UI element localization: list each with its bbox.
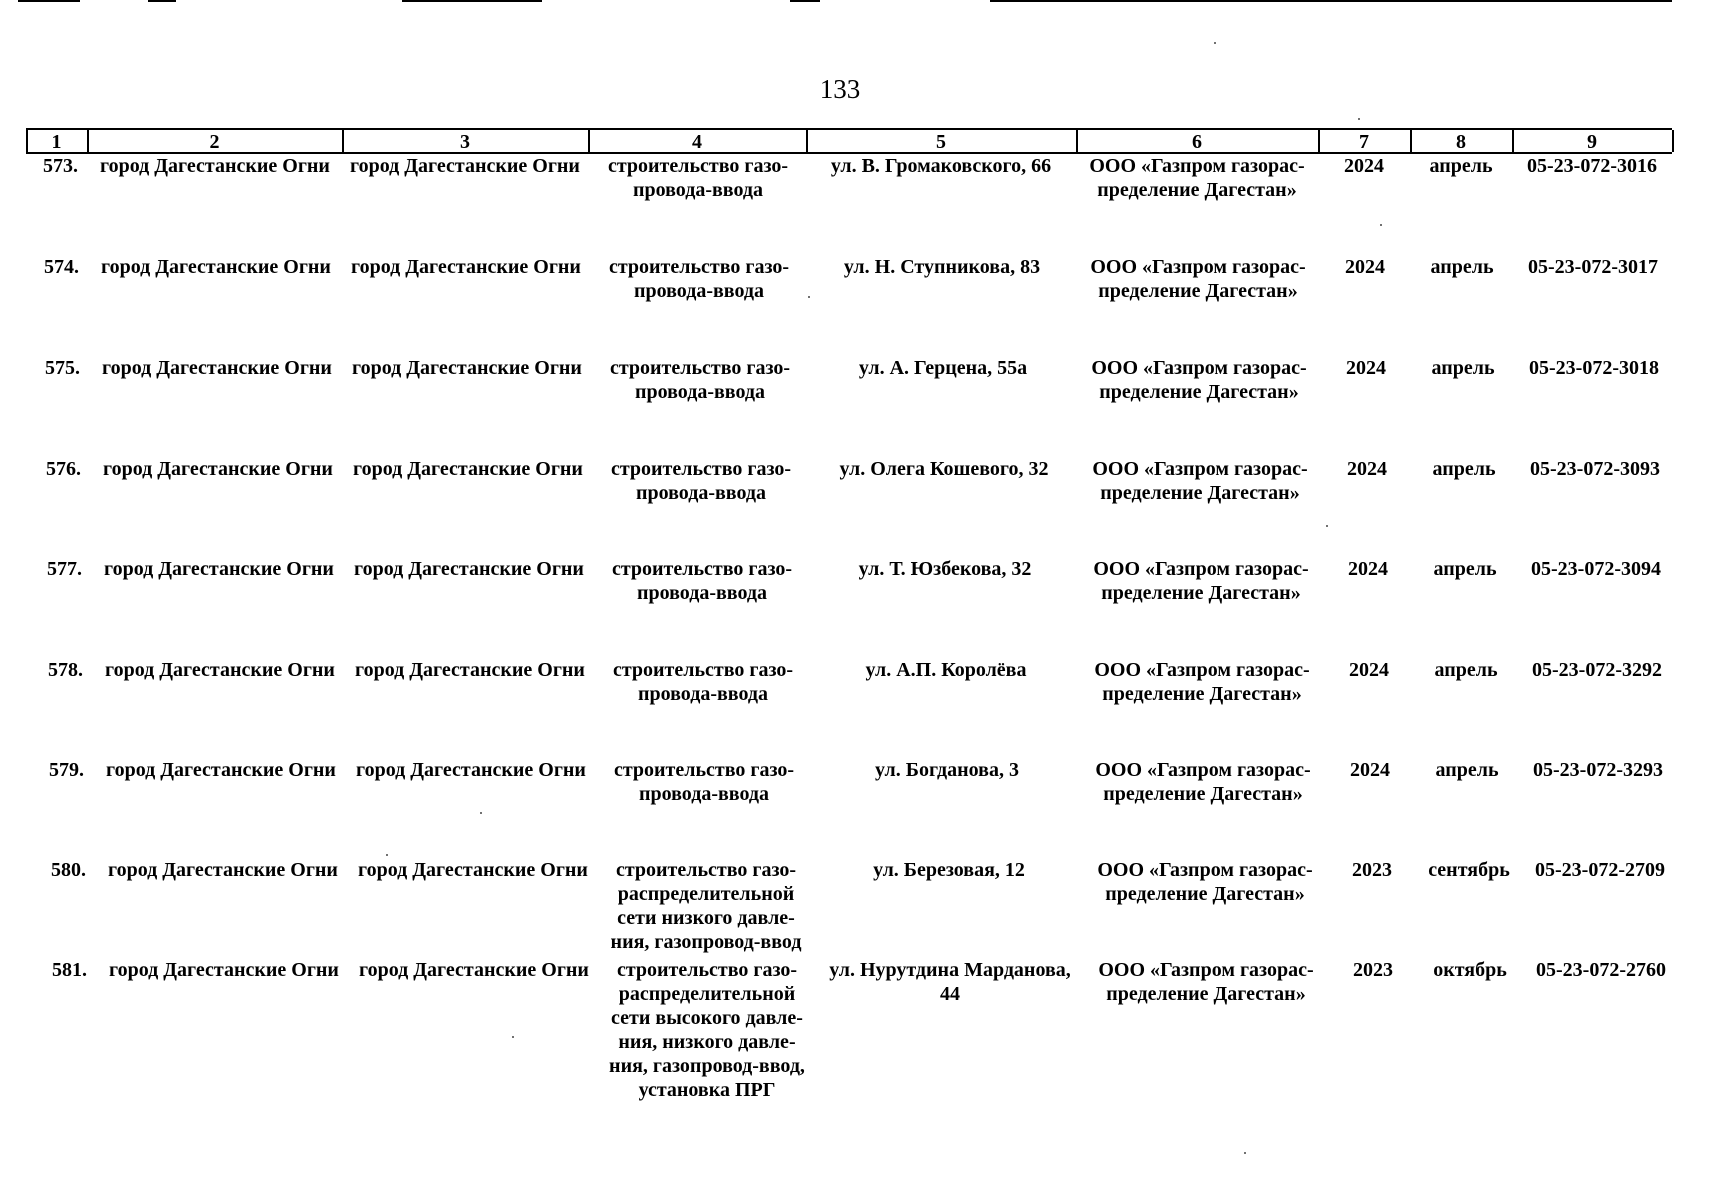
organization-line: ООО «Газпром газорас- [1097, 859, 1313, 881]
organization-line: ООО «Газпром газорас- [1092, 458, 1308, 480]
column-number-9: 9 [1587, 131, 1597, 153]
organization-line: ООО «Газпром газорас- [1089, 155, 1305, 177]
settlement-cell: город Дагестанские Огни [356, 759, 586, 781]
object-code-cell: 05-23-072-3018 [1529, 357, 1659, 379]
year-cell: 2023 [1353, 959, 1393, 981]
address-line: ул. А.П. Королёва [865, 659, 1027, 681]
object-code-cell: 05-23-072-3093 [1530, 458, 1660, 480]
column-number-6: 6 [1192, 131, 1202, 153]
district-cell: город Дагестанские Огни [106, 759, 336, 781]
object-code-cell: 05-23-072-3293 [1533, 759, 1663, 781]
address-line: ул. Богданова, 3 [875, 759, 1019, 781]
object-code-cell: 05-23-072-3016 [1527, 155, 1657, 177]
object-code-cell: 05-23-072-3094 [1531, 558, 1661, 580]
object-code-cell: 05-23-072-2709 [1535, 859, 1665, 881]
organization-line: ООО «Газпром газорас- [1095, 759, 1311, 781]
organization-line: ООО «Газпром газорас- [1094, 659, 1310, 681]
settlement-cell: город Дагестанские Огни [353, 458, 583, 480]
month-cell: сентябрь [1428, 859, 1510, 881]
work-description-line: строительство газо- [615, 859, 797, 881]
settlement-cell: город Дагестанские Огни [355, 659, 585, 681]
settlement-cell: город Дагестанские Огни [359, 959, 589, 981]
organization-line: ООО «Газпром газорас- [1098, 959, 1314, 981]
address-line: ул. Олега Кошевого, 32 [839, 458, 1049, 480]
scan-speck [386, 854, 388, 856]
district-cell: город Дагестанские Огни [108, 859, 338, 881]
address-line: 44 [940, 983, 960, 1005]
district-cell: город Дагестанские Огни [102, 357, 332, 379]
column-number-4: 4 [692, 131, 702, 153]
work-description-line: установка ПРГ [638, 1079, 776, 1101]
object-code-cell: 05-23-072-2760 [1536, 959, 1666, 981]
work-description-line: строительство газо- [613, 759, 795, 781]
top-edge-rule [990, 0, 1672, 2]
column-number-3: 3 [460, 131, 470, 153]
settlement-cell: город Дагестанские Огни [354, 558, 584, 580]
organization-line: пределение Дагестан» [1097, 179, 1297, 201]
work-description-line: строительство газо- [609, 357, 791, 379]
work-description-line: провода-ввода [636, 582, 768, 604]
month-cell: октябрь [1433, 959, 1507, 981]
header-top-rule [26, 128, 1672, 130]
organization-line: ООО «Газпром газорас- [1090, 256, 1306, 278]
organization-line: пределение Дагестан» [1106, 983, 1306, 1005]
address-line: ул. Т. Юзбекова, 32 [858, 558, 1032, 580]
scan-speck [1214, 42, 1216, 44]
column-number-7: 7 [1359, 131, 1369, 153]
month-cell: апрель [1430, 256, 1494, 278]
district-cell: город Дагестанские Огни [103, 458, 333, 480]
work-description-line: ния, газопровод-ввод, [609, 1055, 805, 1077]
organization-line: пределение Дагестан» [1098, 280, 1298, 302]
organization-line: пределение Дагестан» [1102, 683, 1302, 705]
work-description-line: строительство газо- [611, 558, 793, 580]
settlement-cell: город Дагестанские Огни [358, 859, 588, 881]
column-number-8: 8 [1456, 131, 1466, 153]
organization-line: пределение Дагестан» [1105, 883, 1305, 905]
top-edge-rule [148, 0, 176, 2]
month-cell: апрель [1429, 155, 1493, 177]
column-number-1: 1 [51, 131, 62, 153]
district-cell: город Дагестанские Огни [109, 959, 339, 981]
object-code-cell: 05-23-072-3292 [1532, 659, 1662, 681]
row-number: 578. [48, 659, 83, 681]
work-description-line: провода-ввода [633, 280, 765, 302]
district-cell: город Дагестанские Огни [101, 256, 331, 278]
month-cell: апрель [1435, 759, 1499, 781]
scan-speck [1244, 1152, 1246, 1154]
organization-line: ООО «Газпром газорас- [1093, 558, 1309, 580]
work-description-line: провода-ввода [632, 179, 764, 201]
work-description-line: строительство газо- [612, 659, 794, 681]
scan-speck [808, 296, 810, 298]
work-description-line: строительство газо- [607, 155, 789, 177]
work-description-line: строительство газо- [610, 458, 792, 480]
year-cell: 2024 [1346, 357, 1386, 379]
organization-line: пределение Дагестан» [1099, 381, 1299, 403]
work-description-line: провода-ввода [634, 381, 766, 403]
year-cell: 2024 [1347, 458, 1387, 480]
top-edge-rule [790, 0, 820, 2]
top-edge-rule [18, 0, 80, 2]
row-number: 575. [45, 357, 80, 379]
scan-speck [1326, 525, 1328, 527]
address-line: ул. Н. Ступникова, 83 [843, 256, 1041, 278]
top-edge-rule [402, 0, 542, 2]
month-cell: апрель [1434, 659, 1498, 681]
address-line: ул. Нурутдина Марданова, [829, 959, 1071, 981]
row-number: 574. [44, 256, 79, 278]
year-cell: 2024 [1344, 155, 1384, 177]
row-number: 580. [51, 859, 86, 881]
month-cell: апрель [1433, 558, 1497, 580]
row-number: 581. [52, 959, 87, 981]
scan-speck [480, 812, 482, 814]
year-cell: 2023 [1352, 859, 1392, 881]
settlement-cell: город Дагестанские Огни [350, 155, 580, 177]
district-cell: город Дагестанские Огни [100, 155, 330, 177]
district-cell: город Дагестанские Огни [105, 659, 335, 681]
header-column-divider [1672, 130, 1674, 152]
organization-line: ООО «Газпром газорас- [1091, 357, 1307, 379]
address-line: ул. А. Герцена, 55а [858, 357, 1028, 379]
year-cell: 2024 [1348, 558, 1388, 580]
scan-speck [1380, 224, 1382, 226]
row-number: 573. [43, 155, 78, 177]
row-number: 579. [49, 759, 84, 781]
scan-speck [512, 1036, 514, 1038]
work-description-line: строительство газо- [616, 959, 798, 981]
row-number: 576. [46, 458, 81, 480]
organization-line: пределение Дагестан» [1100, 482, 1300, 504]
settlement-cell: город Дагестанские Огни [352, 357, 582, 379]
work-description-line: провода-ввода [638, 783, 770, 805]
address-line: ул. Березовая, 12 [873, 859, 1025, 881]
row-number: 577. [47, 558, 82, 580]
year-cell: 2024 [1350, 759, 1390, 781]
scan-speck [1358, 118, 1360, 120]
column-number-5: 5 [936, 131, 946, 153]
object-code-cell: 05-23-072-3017 [1528, 256, 1658, 278]
work-description-line: распределительной [617, 883, 795, 905]
page-number: 133 [819, 74, 861, 104]
work-description-line: провода-ввода [635, 482, 767, 504]
organization-line: пределение Дагестан» [1103, 783, 1303, 805]
work-description-line: сети высокого давле- [611, 1007, 803, 1029]
work-description-line: сети низкого давле- [617, 907, 795, 929]
address-line: ул. В. Громаковского, 66 [830, 155, 1052, 177]
work-description-line: ния, газопровод-ввод [610, 931, 802, 953]
district-cell: город Дагестанские Огни [104, 558, 334, 580]
work-description-line: строительство газо- [608, 256, 790, 278]
year-cell: 2024 [1345, 256, 1385, 278]
month-cell: апрель [1431, 357, 1495, 379]
organization-line: пределение Дагестан» [1101, 582, 1301, 604]
month-cell: апрель [1432, 458, 1496, 480]
work-description-line: ния, низкого давле- [618, 1031, 796, 1053]
year-cell: 2024 [1349, 659, 1389, 681]
column-number-2: 2 [209, 131, 220, 153]
settlement-cell: город Дагестанские Огни [351, 256, 581, 278]
work-description-line: распределительной [618, 983, 796, 1005]
work-description-line: провода-ввода [637, 683, 769, 705]
